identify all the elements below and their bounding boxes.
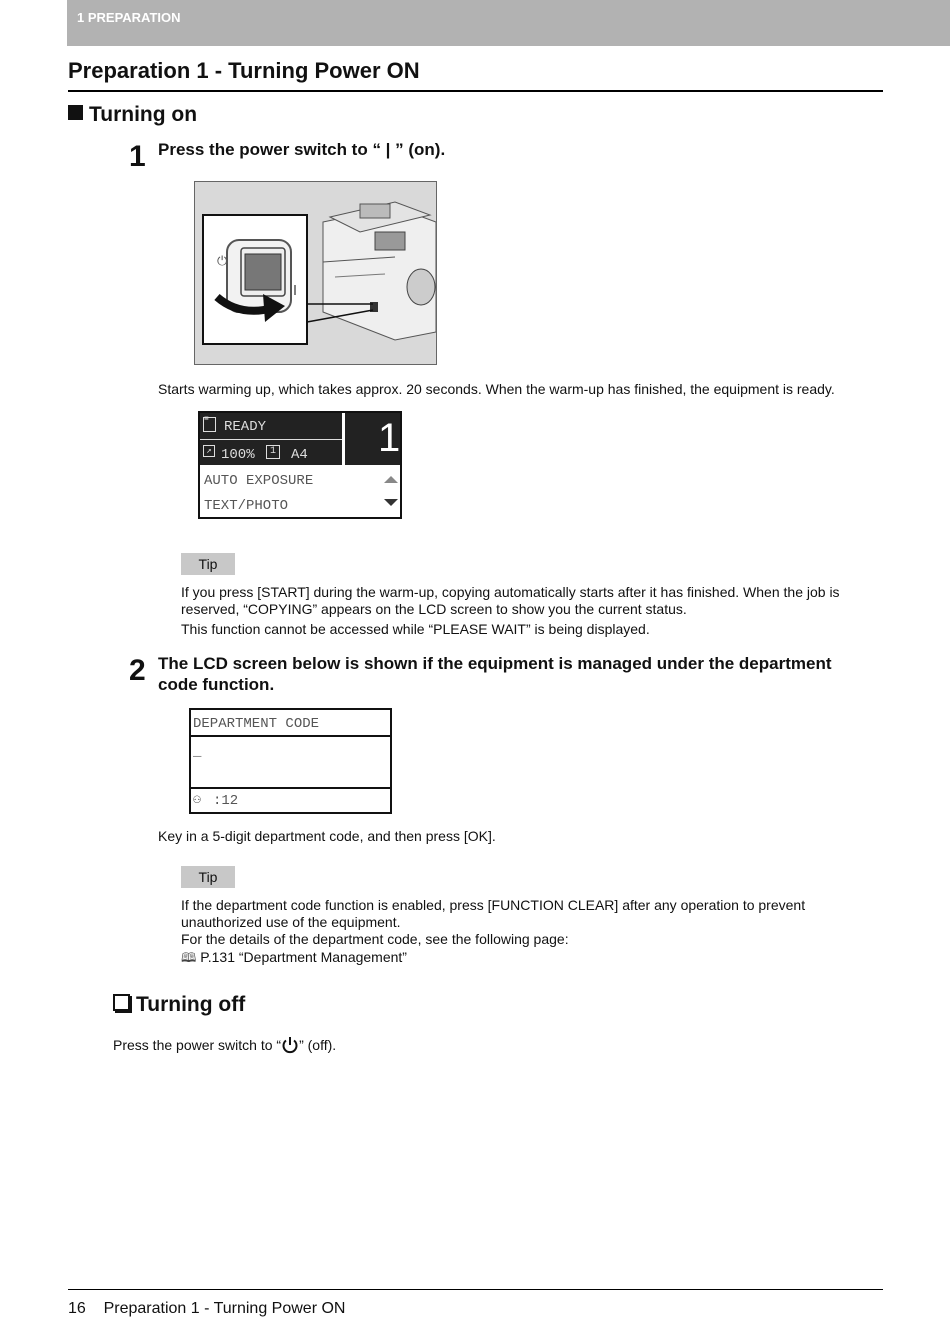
title-rule [68, 90, 883, 92]
step-2-description: Key in a 5-digit department code, and then press [OK]. [158, 828, 496, 844]
svg-text:⏻: ⏻ [217, 254, 228, 269]
page-number: 16 [68, 1300, 86, 1317]
tip-badge-1: Tip [181, 553, 235, 575]
step-2-number: 2 [129, 654, 146, 687]
tip-badge-2: Tip [181, 866, 235, 888]
tip-2-text-2: For the details of the department code, see the following page: [181, 931, 569, 947]
tip-1-text-1: If you press [START] during the warm-up, copying automatically starts after it has finished. When the job is reserved, “COPYING” appears on the LCD screen to show you the current status. [181, 584, 840, 617]
step-1-number: 1 [129, 140, 146, 173]
tip-1-text-2: This function cannot be accessed while “PLEASE WAIT” is being displayed. [181, 621, 650, 637]
footer-title: Preparation 1 - Turning Power ON [103, 1300, 346, 1317]
tip-2-reference[interactable] [181, 949, 861, 966]
lcd-status-area [200, 413, 342, 465]
lcd-count-text: :12 [213, 793, 239, 809]
chapter-label: 1 PREPARATION [77, 10, 181, 25]
step-2-text: The LCD screen below is shown if the equipment is managed under the department code function. [158, 654, 832, 694]
chapter-header [67, 0, 950, 46]
tray-icon: 1 [266, 445, 280, 459]
book-icon: 🕮 [181, 950, 197, 965]
lcd-copies-count: 1 [378, 416, 401, 460]
lcd-ready-text: READY [224, 419, 267, 435]
lcd-mode-text: TEXT/PHOTO [204, 498, 289, 514]
checkbox-bullet-icon [113, 994, 130, 1011]
tip-2-text-1: If the department code function is enabled, press [FUNCTION CLEAR] after any operation to prevent unauthorized use of the equipment. [181, 897, 806, 930]
users-icon: ⚇ [193, 792, 201, 807]
lcd-copies-area [345, 413, 400, 465]
lcd-department-code-screen [189, 708, 392, 814]
footer [68, 1300, 345, 1318]
section-turning-off-label: Turning off [136, 993, 246, 1016]
power-icon [281, 1036, 299, 1054]
lcd-paper-size: A4 [291, 447, 308, 463]
square-bullet-icon [68, 105, 83, 120]
copy-icon: ≡ [203, 417, 216, 432]
step-1-description: Starts warming up, which takes approx. 20 seconds. When the warm-up has finished, the equipment is ready. [158, 381, 835, 397]
arrow-up-icon [384, 476, 398, 484]
lcd-code-cursor: _ [193, 744, 202, 760]
arrow-down-icon [384, 499, 398, 507]
lcd-exposure-text: AUTO EXPOSURE [204, 473, 314, 489]
turning-off-text [113, 1036, 613, 1054]
turning-off-text-before: Press the power switch to “ [113, 1037, 282, 1053]
footer-rule [68, 1289, 883, 1290]
turning-off-text-after: ” (off). [299, 1037, 337, 1053]
section-turning-on [68, 103, 197, 127]
lcd-ready-screen [198, 411, 402, 519]
section-turning-off [113, 993, 245, 1017]
tip-2-reference-text: P.131 “Department Management” [200, 949, 407, 965]
zoom-icon: ↗ [203, 445, 215, 457]
section-turning-on-label: Turning on [89, 103, 198, 126]
lcd-department-title: DEPARTMENT CODE [193, 716, 320, 732]
page-title: Preparation 1 - Turning Power ON [68, 58, 420, 83]
lcd-zoom-value: 100% [221, 447, 255, 463]
step-1-text: Press the power switch to “ | ” (on). [158, 140, 446, 159]
power-switch-illustration [194, 181, 437, 365]
